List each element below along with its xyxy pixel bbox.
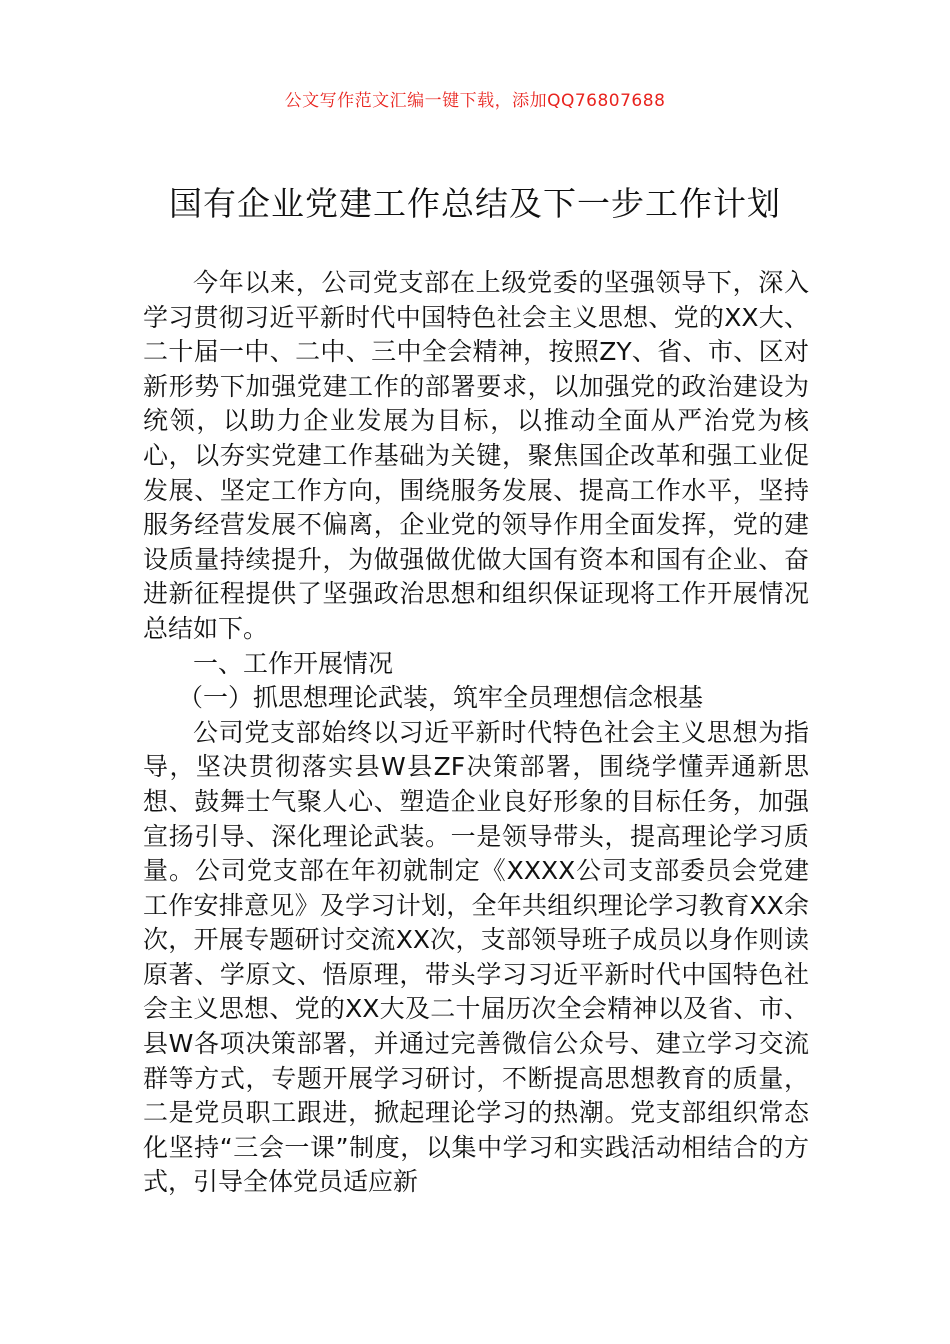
intro-paragraph: 今年以来，公司党支部在上级党委的坚强领导下，深入学习贯彻习近平新时代中国特色社会主义思想、党的XX大、二十届一中、二中、三中全会精神，按照ZY、省、市、区对新形势下加强党建工作的部署要求，以加强党的政治建设为统领，以助力企业发展为目标，以推动全面从严治党为核心，以夯实党建工作基础为关键，聚焦国企改革和强工业促发展、坚定工作方向，围绕服务发展、提高工作水平，坚持服务经营发展不偏离，企业党的领导作用全面发挥，党的建设质量持续提升，为做强做优做大国有资本和国有企业、奋进新征程提供了坚强政治思想和组织保证现将工作开展情况总结如下。: [143, 268, 809, 643]
subsection-heading: （一）抓思想理论武装，筑牢全员理想信念根基: [178, 683, 704, 713]
document-body: [143, 266, 809, 1200]
section-heading: 一、工作开展情况: [193, 648, 394, 678]
section-paragraph: 公司党支部始终以习近平新时代特色社会主义思想为指导，坚决贯彻落实县W县ZF决策部署，围绕学懂弄通新思想、鼓舞士气聚人心、塑造企业良好形象的目标任务，加强宣扬引导、深化理论武装。一是领导带头，提高理论学习质量。公司党支部在年初就制定《XXXX公司支部委员会党建工作安排意见》及学习计划，全年共组织理论学习教育XX余次，开展专题研讨交流XX次，支部领导班子成员以身作则读原著、学原文、悟原理，带头学习习近平新时代中国特色社会主义思想、党的XX大及二十届历次全会精神以及省、市、县W各项决策部署，并通过完善微信公众号、建立学习交流群等方式，专题开展学习研讨，不断提高思想教育的质量，二是党员职工跟进，掀起理论学习的热潮。党支部组织常态化坚持“三会一课”制度，以集中学习和实践活动相结合的方式，引导全体党员适应新: [143, 717, 809, 1197]
document-title: 国有企业党建工作总结及下一步工作计划: [169, 184, 781, 223]
header-note: 公文写作范文汇编一键下载，添加QQ76807688: [284, 91, 666, 111]
